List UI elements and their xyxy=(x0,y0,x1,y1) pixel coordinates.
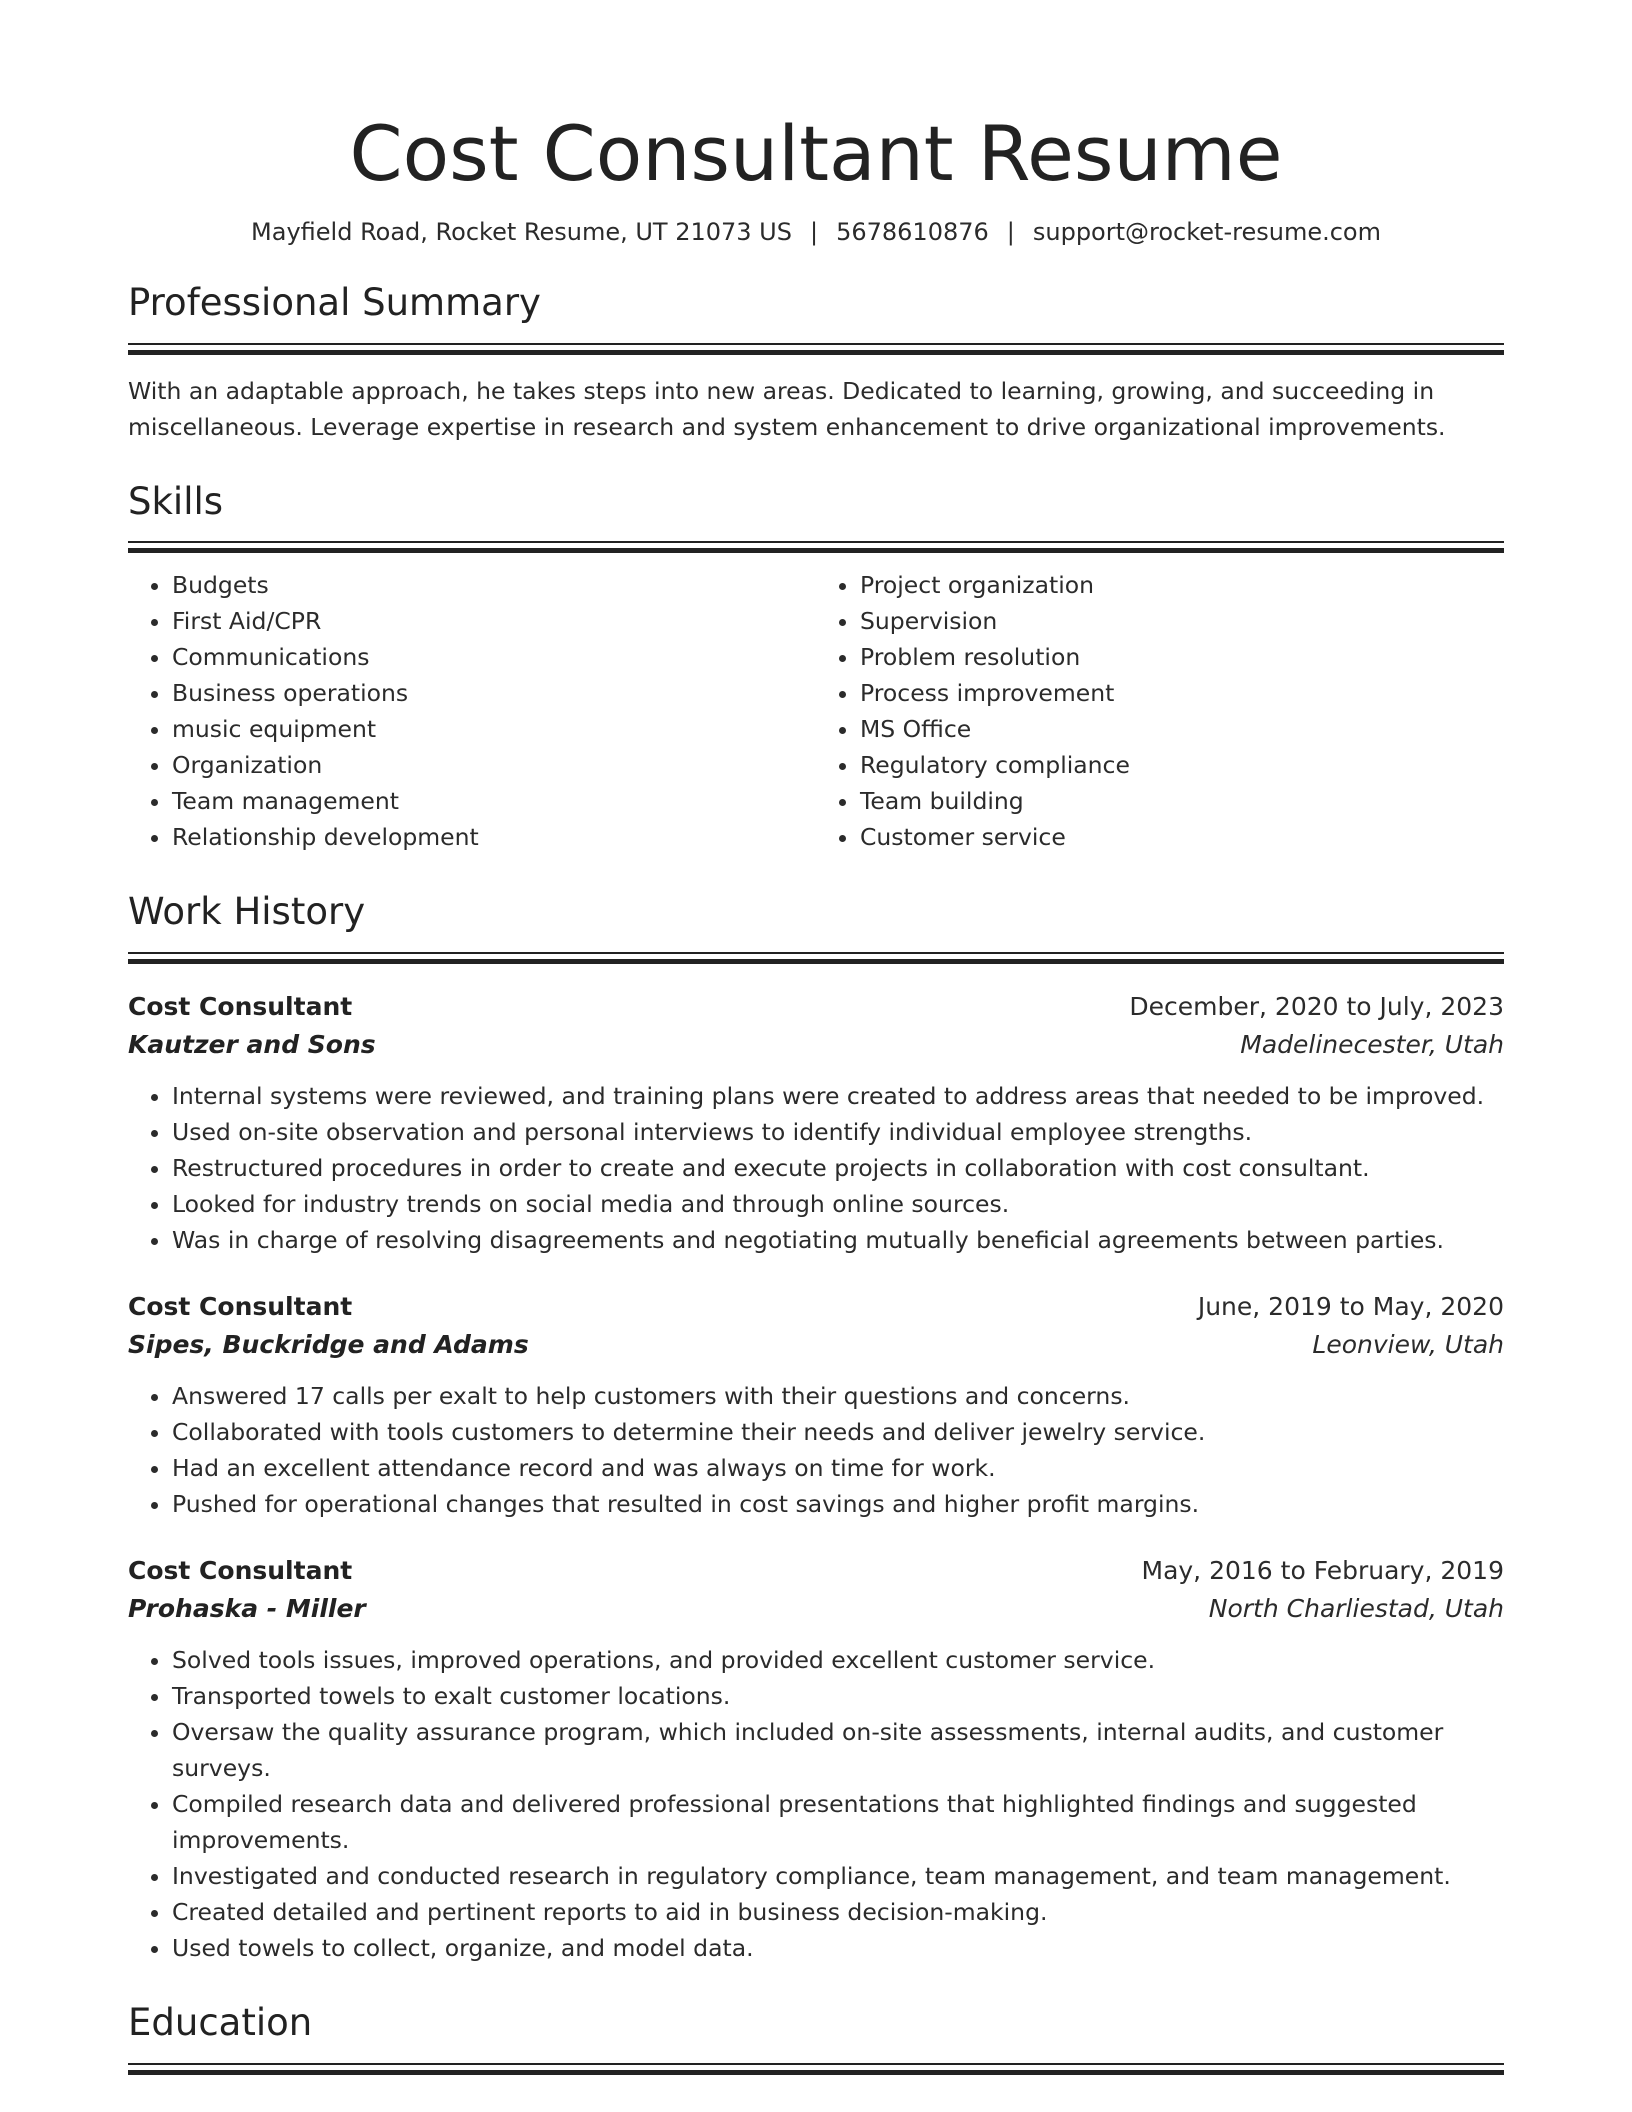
skill-item: • Organization xyxy=(172,747,816,783)
job-bullet: • Collaborated with tools customers to determine their needs and deliver jewelry service. xyxy=(172,1414,1504,1450)
job-bullet: • Created detailed and pertinent reports to aid in business decision-making. xyxy=(172,1894,1504,1930)
job-company-row xyxy=(128,1326,1504,1364)
skill-item: • music equipment xyxy=(172,711,816,747)
skill-item: • Team management xyxy=(172,783,816,819)
skill-item: • First Aid/CPR xyxy=(172,603,816,639)
job-company-row xyxy=(128,1590,1504,1628)
section-divider xyxy=(128,343,1504,355)
education-heading: Education xyxy=(128,2001,313,2045)
job-header-row xyxy=(128,1288,1504,1326)
job-bullet: • Used on-site observation and personal interviews to identify individual employee strengths. xyxy=(172,1114,1504,1150)
contact-separator: | xyxy=(809,217,819,246)
contact-separator: | xyxy=(1006,217,1015,246)
job-dates: May, 2016 to February, 2019 xyxy=(1141,1556,1504,1586)
job-bullets xyxy=(128,1378,1504,1522)
job-header-row xyxy=(128,988,1504,1026)
contact-email[interactable]: support@rocket-resume.com xyxy=(1032,217,1381,246)
job-company: Kautzer and Sons xyxy=(128,1030,376,1060)
job-title: Cost Consultant xyxy=(128,1292,353,1322)
job-entry xyxy=(128,988,1504,1258)
skill-item: • Supervision xyxy=(860,603,1504,639)
job-location: Madelinecester, Utah xyxy=(1240,1030,1504,1060)
skill-item: • MS Office xyxy=(860,711,1504,747)
job-dates: December, 2020 to July, 2023 xyxy=(1129,992,1504,1022)
job-title: Cost Consultant xyxy=(128,1556,353,1586)
skills-list-right xyxy=(816,567,1504,855)
job-bullet: • Restructured procedures in order to create and execute projects in collaboration with cost consultant. xyxy=(172,1150,1504,1186)
job-bullet: • Compiled research data and delivered professional presentations that highlighted findings and suggested improvements. xyxy=(172,1786,1504,1858)
section-divider xyxy=(128,541,1504,553)
section-divider xyxy=(128,2063,1504,2075)
contact-line xyxy=(128,218,1504,247)
job-entry xyxy=(128,1288,1504,1522)
job-bullet: • Was in charge of resolving disagreements and negotiating mutually beneficial agreements between parties. xyxy=(172,1222,1504,1258)
summary-heading: Professional Summary xyxy=(128,281,541,325)
job-bullet: • Pushed for operational changes that resulted in cost savings and higher profit margins. xyxy=(172,1486,1504,1522)
resume-title: Cost Consultant Resume xyxy=(349,109,1283,198)
section-divider xyxy=(128,952,1504,964)
work-history-heading: Work History xyxy=(128,890,366,934)
job-bullets xyxy=(128,1642,1504,1966)
job-bullet: • Answered 17 calls per exalt to help customers with their questions and concerns. xyxy=(172,1378,1504,1414)
education-section xyxy=(128,2002,1504,2075)
contact-phone: 5678610876 xyxy=(836,217,989,246)
skill-item: • Team building xyxy=(860,783,1504,819)
job-bullet: • Looked for industry trends on social media and through online sources. xyxy=(172,1186,1504,1222)
job-title: Cost Consultant xyxy=(128,992,353,1022)
job-bullet: • Used towels to collect, organize, and model data. xyxy=(172,1930,1504,1966)
job-company: Prohaska - Miller xyxy=(128,1594,366,1624)
job-bullet: • Investigated and conducted research in regulatory compliance, team management, and team management. xyxy=(172,1858,1504,1894)
skill-item: • Customer service xyxy=(860,819,1504,855)
job-bullet: • Oversaw the quality assurance program, which included on-site assessments, internal audits, and customer surveys. xyxy=(172,1714,1504,1786)
skill-item: • Regulatory compliance xyxy=(860,747,1504,783)
job-bullets xyxy=(128,1078,1504,1258)
skill-item: • Problem resolution xyxy=(860,639,1504,675)
skills-list-left xyxy=(128,567,816,855)
work-history-section xyxy=(128,891,1504,1966)
skills-heading: Skills xyxy=(128,479,224,523)
job-entry xyxy=(128,1552,1504,1966)
skill-item: • Process improvement xyxy=(860,675,1504,711)
skill-item: • Budgets xyxy=(172,567,816,603)
job-company: Sipes, Buckridge and Adams xyxy=(128,1330,529,1360)
skills-columns xyxy=(128,567,1504,855)
skill-item: • Communications xyxy=(172,639,816,675)
skill-item: • Relationship development xyxy=(172,819,816,855)
job-location: North Charliestad, Utah xyxy=(1208,1594,1504,1624)
skills-section xyxy=(128,481,1504,856)
job-bullet: • Internal systems were reviewed, and training plans were created to address areas that needed to be improved. xyxy=(172,1078,1504,1114)
skill-item: • Business operations xyxy=(172,675,816,711)
job-bullet: • Had an excellent attendance record and was always on time for work. xyxy=(172,1450,1504,1486)
job-dates: June, 2019 to May, 2020 xyxy=(1197,1292,1504,1322)
summary-section xyxy=(128,282,1504,445)
job-bullet: • Solved tools issues, improved operations, and provided excellent customer service. xyxy=(172,1642,1504,1678)
job-header-row xyxy=(128,1552,1504,1590)
summary-text: With an adaptable approach, he takes steps into new areas. Dedicated to learning, growing, and succeeding in miscellaneous. Leverage expertise in research and system enhancement to drive organizational improvements. xyxy=(128,376,1446,441)
job-location: Leonview, Utah xyxy=(1312,1330,1504,1360)
contact-address: Mayfield Road, Rocket Resume, UT 21073 US xyxy=(251,217,792,246)
job-bullet: • Transported towels to exalt customer locations. xyxy=(172,1678,1504,1714)
skill-item: • Project organization xyxy=(860,567,1504,603)
job-company-row xyxy=(128,1026,1504,1064)
